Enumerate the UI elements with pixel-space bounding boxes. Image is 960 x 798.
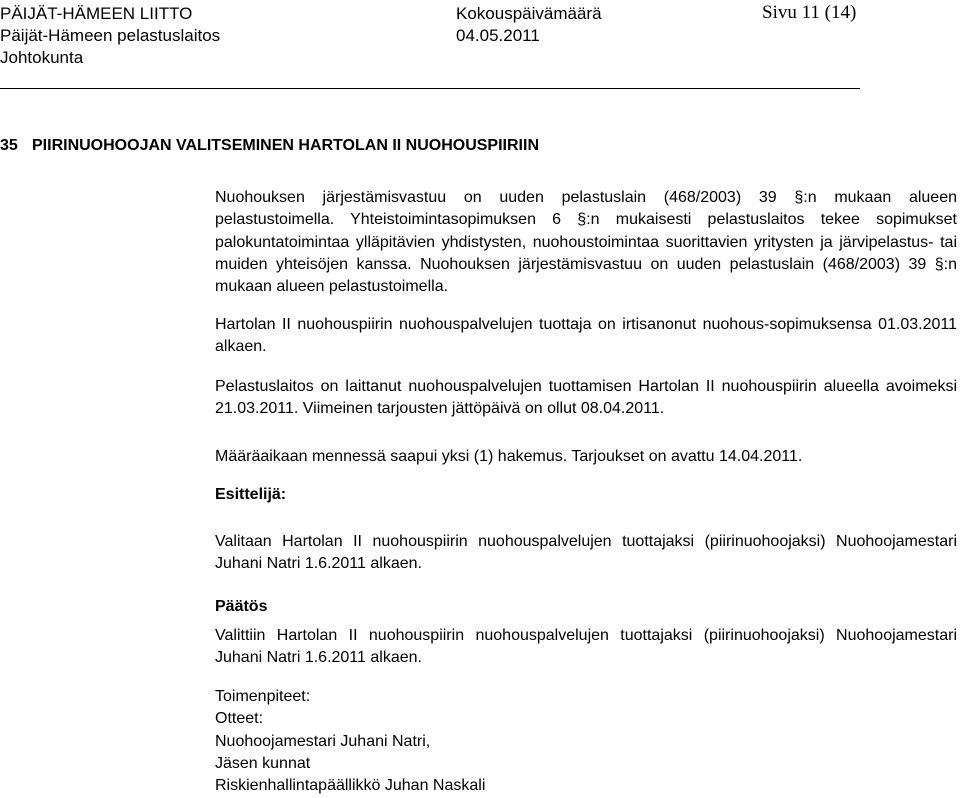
actions-label: Toimenpiteet: xyxy=(215,688,311,705)
decision-label: Päätös xyxy=(215,598,268,615)
section-heading xyxy=(0,136,539,156)
header-divider xyxy=(0,88,860,89)
recipient-3: Riskienhallintapäällikkö Juhan Naskali xyxy=(215,777,486,795)
paragraph-2: Hartolan II nuohouspiirin nuohouspalvelujen tuottaja on irtisanonut nuohous-sopimuksensa 01.03.2011 alkaen. xyxy=(215,316,957,356)
header-unit: Päijät-Hämeen pelastuslaitos xyxy=(0,26,221,45)
header-page-number: Sivu 11 (14) xyxy=(762,2,857,23)
recipient-1: Nuohoojamestari Juhani Natri, xyxy=(215,732,431,750)
paragraph-1: Nuohouksen järjestämisvastuu on uuden pelastuslain (468/2003) 39 §:n mukaan alueen pelastustoimella. Yhteistoimintasopimuksen 6 §:n mukaisesti pelastuslaitos tekee sopimukset palokuntatoimintaa ylläpitävien yhdistysten, nuohoustoimintaa suorittavien yritysten ja järvipelastus- tai muiden yhteisöjen kanssa. Nuohouksen järjestämisvastuu on uuden pelastuslain (468/2003) 39 §:n mukaan alueen pelastustoimella. xyxy=(215,189,957,296)
section-number: 35 xyxy=(0,137,18,154)
paragraph-4: Määräaikaan mennessä saapui yksi (1) hakemus. Tarjoukset on avattu 14.04.2011. xyxy=(215,448,803,465)
extracts-label: Otteet: xyxy=(215,710,264,728)
header-org: PÄIJÄT-HÄMEEN LIITTO xyxy=(0,4,193,23)
header-date: 04.05.2011 xyxy=(456,26,540,45)
proposal-text: Valitaan Hartolan II nuohouspiirin nuohouspalvelujen tuottajaksi (piirinuohoojaksi) Nuohoojamestari Juhani Natri 1.6.2011 alkaen. xyxy=(215,533,957,573)
decision-text: Valittiin Hartolan II nuohouspiirin nuohouspalvelujen tuottajaksi (piirinuohoojaksi) Nuohoojamestari Juhani Natri 1.6.2011 alkaen. xyxy=(215,627,957,667)
recipient-2: Jäsen kunnat xyxy=(215,754,311,772)
header-date-label: Kokouspäivämäärä xyxy=(456,4,602,23)
paragraph-3: Pelastuslaitos on laittanut nuohouspalvelujen tuottamisen Hartolan II nuohouspiirin alueella avoimeksi 21.03.2011. Viimeinen tarjousten jättöpäivä on ollut 08.04.2011. xyxy=(215,378,957,418)
proposal-label: Esittelijä: xyxy=(215,486,287,503)
actions-list xyxy=(215,686,957,797)
section-title: PIIRINUOHOOJAN VALITSEMINEN HARTOLAN II NUOHOUSPIIRIIN xyxy=(32,137,539,154)
header-body: Johtokunta xyxy=(0,48,84,67)
